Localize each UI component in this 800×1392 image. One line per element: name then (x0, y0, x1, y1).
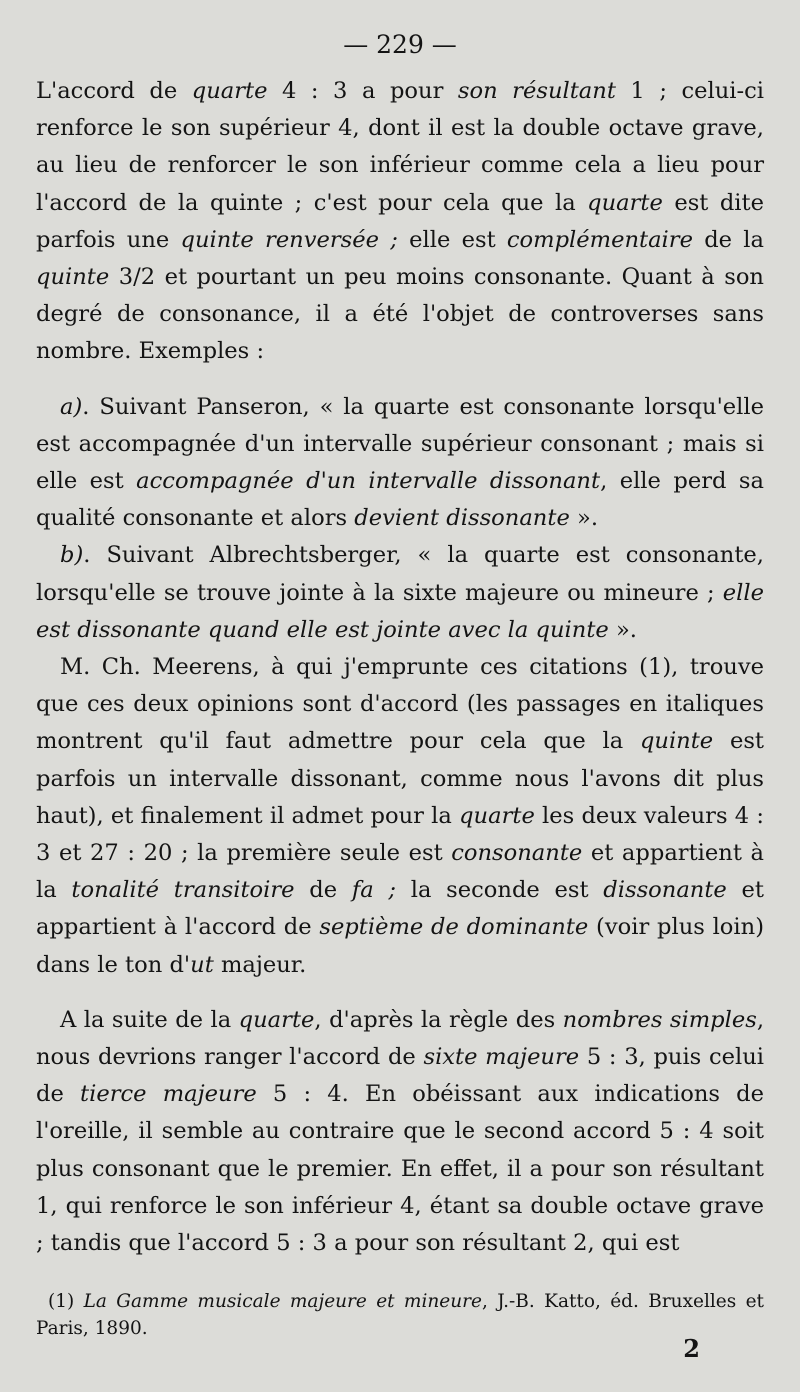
italic-text: quinte (36, 264, 110, 291)
text-run: 4 : 3 a pour (267, 78, 458, 104)
italic-text: accompagnée d'un intervalle dissonant (136, 468, 601, 495)
text-run: 3/2 et pourtant un peu moins consonante. Quant à son degré de consonance, il a été l'objet de controverses sans nombre. Exemples : (36, 264, 764, 365)
text-run: (1) (48, 1291, 84, 1313)
text-run: (voir plus loin) dans le ton d' (36, 914, 765, 978)
text-run: elle est (397, 226, 507, 253)
italic-text: fa ; (351, 877, 397, 904)
paragraph (36, 73, 764, 371)
text-run: , J.-B. Katto, éd. Bruxelles et Paris, 1890. (36, 1291, 764, 1340)
paragraph (36, 649, 764, 984)
signature-mark: 2 (683, 1334, 700, 1363)
text-run: est parfois un intervalle dissonant, comme nous l'avons dit plus haut), et finalement il admet pour la (36, 728, 764, 829)
paragraph (36, 389, 764, 538)
italic-text: septième de dominante (319, 914, 589, 941)
italic-text: devient dissonante (354, 505, 570, 532)
text-run: les deux valeurs 4 : 3 et 27 : 20 ; la première seule est (36, 802, 764, 867)
italic-text: quarte (191, 78, 268, 104)
text-run: et appartient à la (36, 840, 764, 904)
footnote (36, 1288, 764, 1342)
italic-text: ut (190, 951, 214, 978)
italic-text: complémentaire (506, 226, 693, 253)
italic-text: son résultant (457, 78, 616, 104)
italic-text: sixte majeure (423, 1044, 580, 1071)
italic-text: dissonante (603, 877, 727, 904)
text-run: est dite parfois une (36, 189, 764, 253)
text-run: et appartient à l'accord de (36, 877, 764, 941)
italic-text: consonante (451, 840, 583, 867)
italic-text: La Gamme musicale majeure et mineure (83, 1291, 482, 1313)
text-run: ». (569, 505, 598, 532)
text-run: , elle perd sa qualité consonante et alors (36, 468, 764, 532)
text-run: 1 ; celui-ci renforce le son supérieur 4, dont il est la double octave grave, au lieu de renforcer le son inférieur comme cela a lieu pour l'accord de la quinte ; c'est pour cela que la (36, 78, 765, 216)
text-run: A la suite de la (60, 1006, 239, 1033)
text-run: . Suivant Albrechtsberger, « la quarte est consonante, lorsqu'elle se trouve jointe à la sixte majeure ou mineure ; (36, 542, 764, 606)
italic-text: quarte (459, 802, 535, 829)
italic-text: quinte renversée ; (180, 226, 398, 253)
text-run: de la (692, 226, 764, 253)
italic-text: quarte (587, 189, 663, 216)
text-run: L'accord de (36, 78, 192, 104)
text-run: majeur. (213, 951, 307, 978)
text-run: ». (608, 616, 637, 643)
text-run: la seconde est (396, 877, 604, 904)
text-run: , d'après la règle des (314, 1006, 563, 1033)
italic-text: quinte (639, 728, 714, 755)
italic-text: b) (60, 542, 84, 569)
italic-text: quarte (238, 1006, 315, 1033)
italic-text: nombres simples (562, 1006, 757, 1033)
page-number: — 229 — (343, 30, 457, 59)
paragraph (36, 537, 764, 649)
text-run: 5 : 4. En obéissant aux indications de l'oreille, il semble au contraire que le second accord 5 : 4 soit plus consonant que le premier. En effet, il a pour son résultant 1, qui renforce le son inférieur 4, étant sa double octave grave ; tandis que l'accord 5 : 3 a pour son résultant 2, qui est (36, 1081, 764, 1257)
text-run: 5 : 3, puis celui de (36, 1044, 764, 1108)
italic-text: elle est dissonante quand elle est jointe avec la quinte (36, 579, 764, 643)
italic-text: tierce majeure (80, 1081, 257, 1108)
text-run: M. Ch. Meerens, à qui j'emprunte ces citations (1), trouve que ces deux opinions sont d'accord (les passages en italiques montrent qu'il faut admettre pour cela que la (36, 654, 764, 755)
paragraph (36, 1002, 764, 1262)
body-text (36, 73, 764, 1262)
text-run: de (294, 877, 352, 904)
italic-text: tonalité transitoire (71, 877, 295, 904)
text-run: , nous devrions ranger l'accord de (36, 1006, 764, 1071)
italic-text: a) (60, 393, 83, 420)
text-run: . Suivant Panseron, « la quarte est consonante lorsqu'elle est accompagnée d'un intervalle supérieur consonant ; mais si elle est (36, 393, 764, 495)
